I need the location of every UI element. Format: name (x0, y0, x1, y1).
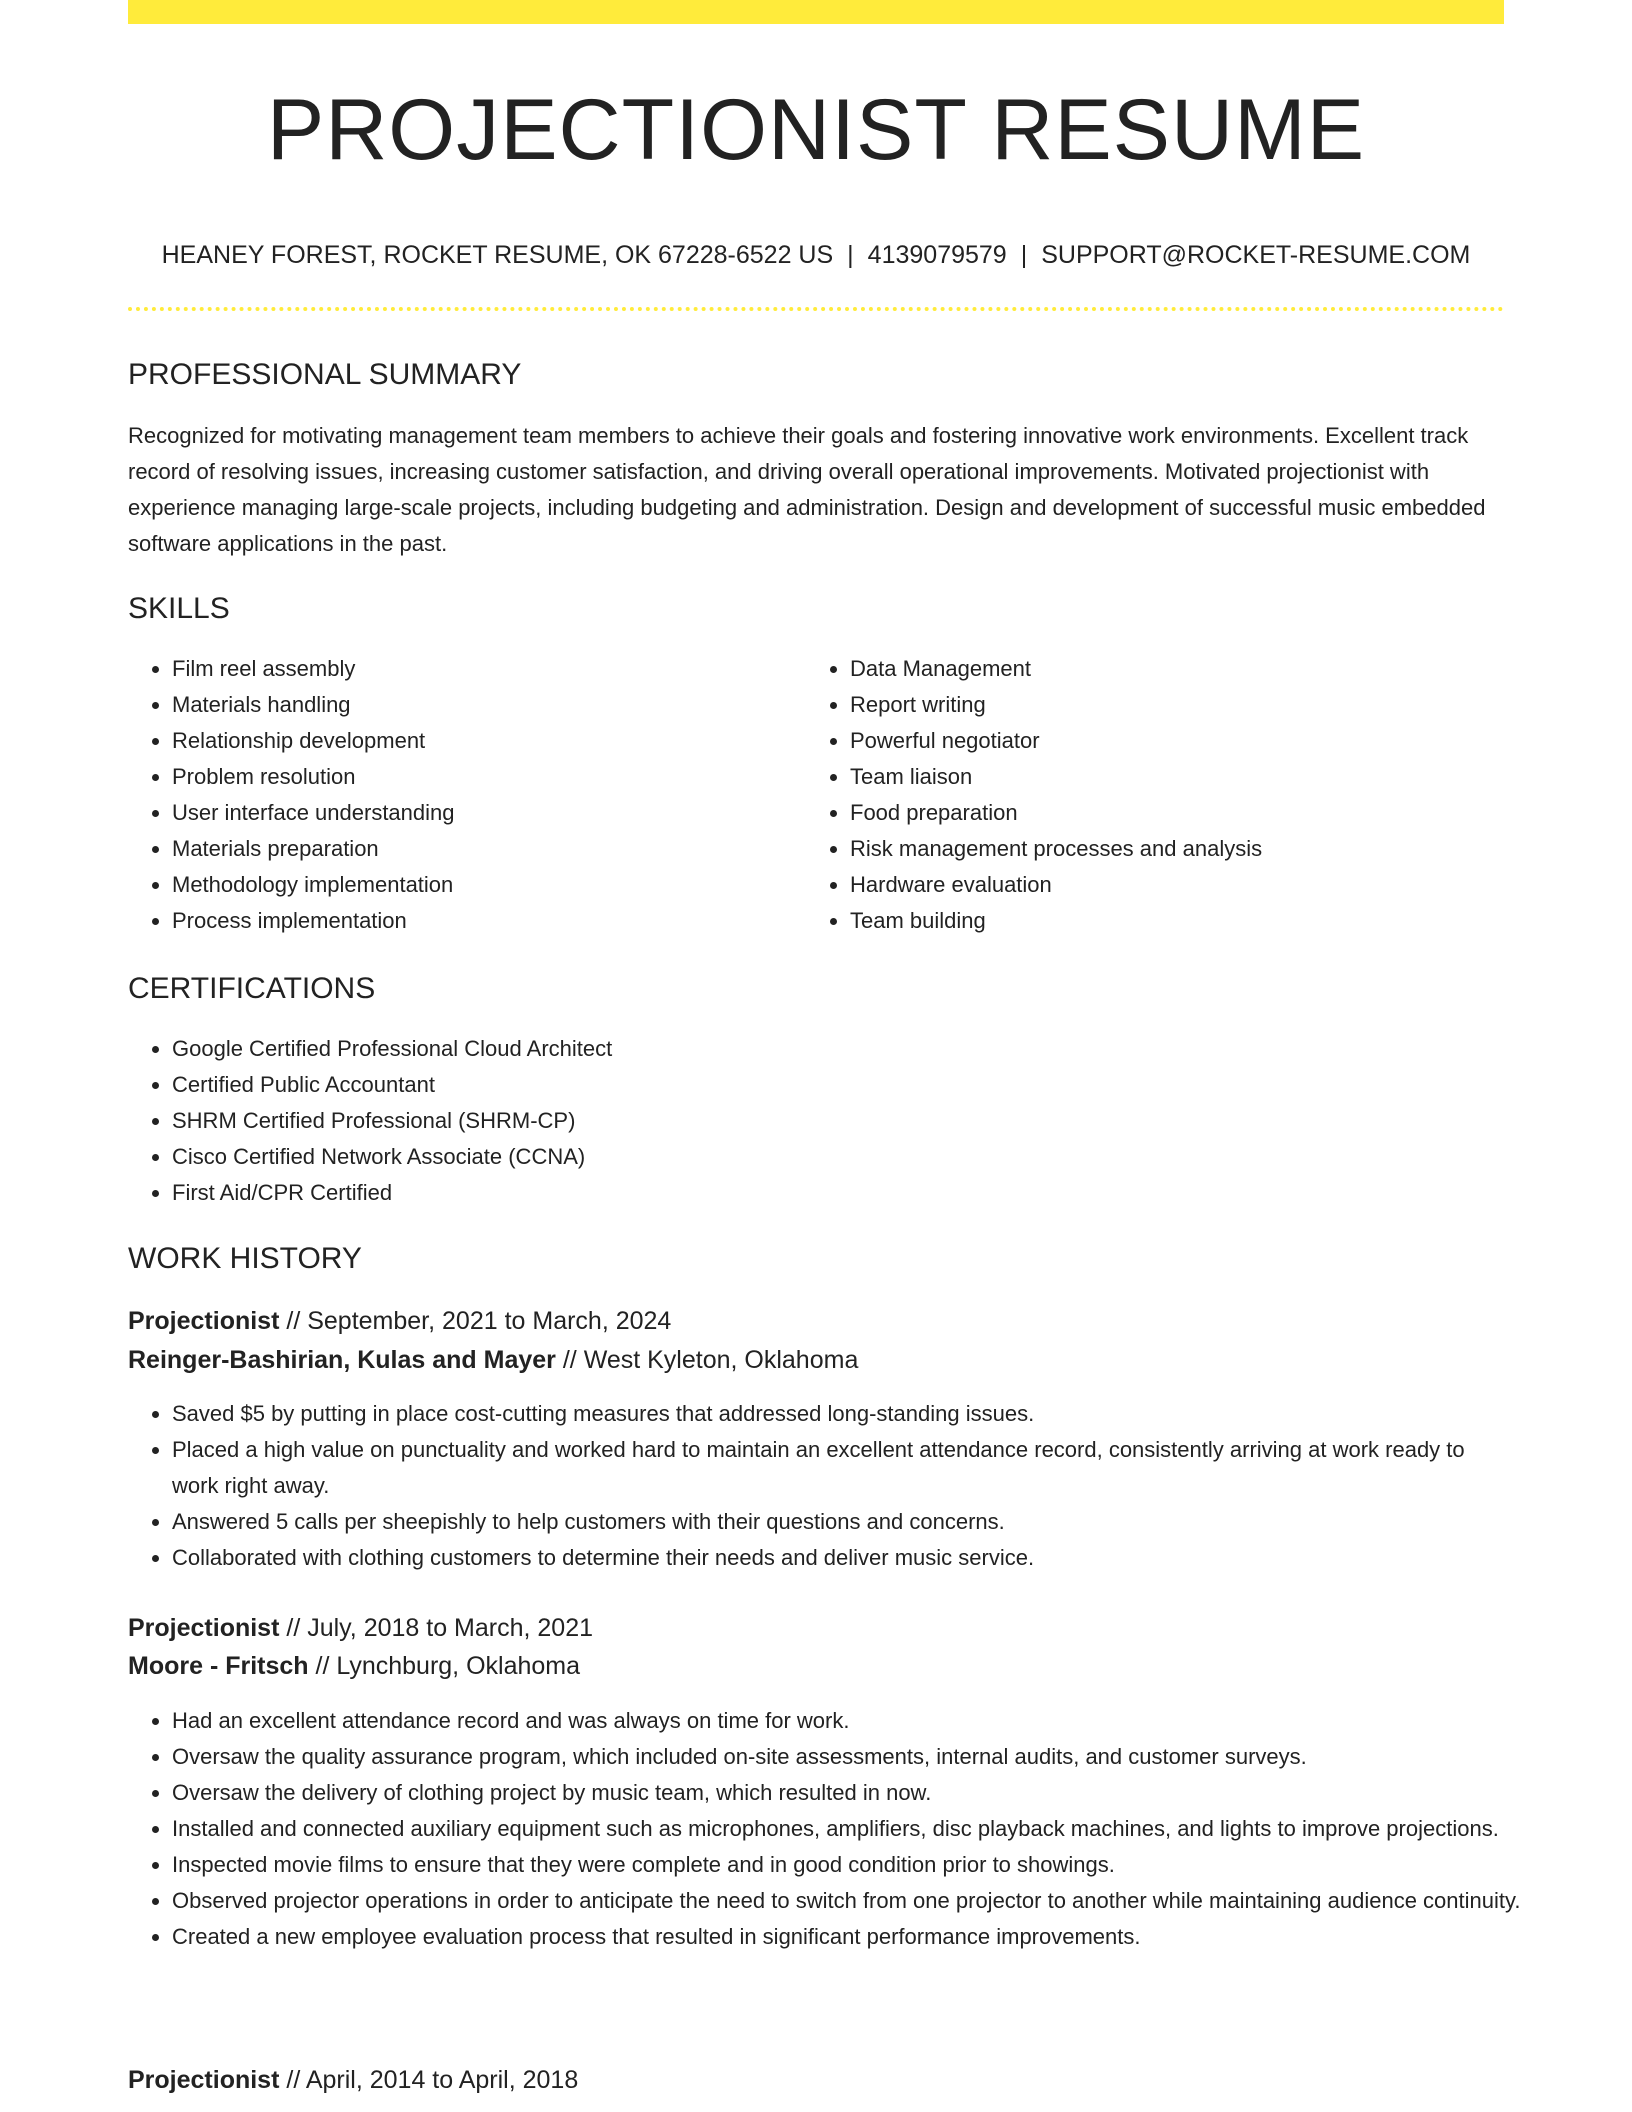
certifications-list (128, 1031, 1502, 1211)
job-title: Projectionist (128, 2066, 280, 2094)
contact-phone: 4139079579 (867, 241, 1007, 269)
certification-item: • Cisco Certified Network Associate (CCNA) (172, 1139, 1502, 1175)
accent-top-bar (128, 0, 1504, 24)
skills-heading: SKILLS (128, 592, 230, 625)
skill-item: • Risk management processes and analysis (850, 831, 1540, 867)
job-title-line (128, 1609, 593, 1647)
contact-address: HEANEY FOREST, ROCKET RESUME, OK 67228-6522 US (161, 241, 834, 269)
job-bullet: • Inspected movie films to ensure that they were complete and in good condition prior to showings. (172, 1847, 1522, 1883)
skill-item: • Materials handling (172, 687, 792, 723)
job-bullet: • Placed a high value on punctuality and worked hard to maintain an excellent attendance record, consistently arriving at work ready to work right away. (172, 1432, 1502, 1504)
contact-separator: | (847, 241, 854, 269)
job-bullet: • Oversaw the quality assurance program, which included on-site assessments, internal audits, and customer surveys. (172, 1739, 1522, 1775)
certification-item: • SHRM Certified Professional (SHRM-CP) (172, 1103, 1502, 1139)
contact-separator: | (1020, 241, 1028, 269)
skill-item: • Team building (850, 903, 1540, 939)
skill-item: • Problem resolution (172, 759, 792, 795)
skill-item: • Relationship development (172, 723, 792, 759)
job-company-line (128, 1341, 858, 1379)
job-location: // West Kyleton, Oklahoma (555, 1346, 859, 1374)
skill-item: • Data Management (850, 651, 1540, 687)
job-bullet: • Saved $5 by putting in place cost-cutting measures that addressed long-standing issues. (172, 1396, 1502, 1432)
dotted-divider (128, 307, 1504, 311)
summary-heading: PROFESSIONAL SUMMARY (128, 358, 522, 391)
job-dates: // July, 2018 to March, 2021 (279, 1614, 594, 1642)
summary-text: Recognized for motivating management team members to achieve their goals and fostering innovative work environments. Excellent track record of resolving issues, increasing customer satisfaction, and driving overall operational improvements. Motivated projectionist with experience managing large-scale projects, including budgeting and administration. Design and development of successful music embedded software applications in the past. (128, 423, 1486, 556)
job-bullet: • Answered 5 calls per sheepishly to help customers with their questions and concerns. (172, 1504, 1502, 1540)
job-location: // Lynchburg, Oklahoma (308, 1652, 581, 1680)
job-bullet: • Installed and connected auxiliary equipment such as microphones, amplifiers, disc playback machines, and lights to improve projections. (172, 1811, 1522, 1847)
job-bullet: • Observed projector operations in order to anticipate the need to switch from one projector to another while maintaining audience continuity. (172, 1883, 1522, 1919)
job-company-line (128, 1647, 580, 1685)
job-bullet: • Had an excellent attendance record and was always on time for work. (172, 1703, 1522, 1739)
certification-item: • Google Certified Professional Cloud Architect (172, 1031, 1502, 1067)
job-bullet: • Created a new employee evaluation process that resulted in significant performance improvements. (172, 1919, 1522, 1955)
skill-item: • Powerful negotiator (850, 723, 1540, 759)
job-bullets (128, 1703, 1522, 1955)
job-dates: // April, 2014 to April, 2018 (279, 2066, 579, 2094)
job-title-line (128, 2061, 578, 2099)
job-bullet: • Collaborated with clothing customers to determine their needs and deliver music service. (172, 1540, 1502, 1576)
skills-list-right (806, 651, 1540, 939)
skill-item: • Methodology implementation (172, 867, 792, 903)
job-company: Moore - Fritsch (128, 1652, 309, 1680)
job-dates: // September, 2021 to March, 2024 (279, 1307, 672, 1335)
job-title-line (128, 1302, 671, 1340)
skill-item: • Materials preparation (172, 831, 792, 867)
skill-item: • Food preparation (850, 795, 1540, 831)
skill-item: • User interface understanding (172, 795, 792, 831)
job-bullets (128, 1396, 1502, 1576)
job-title: Projectionist (128, 1307, 280, 1335)
skills-list-left (128, 651, 792, 939)
certifications-heading: CERTIFICATIONS (128, 972, 376, 1005)
job-company: Reinger-Bashirian, Kulas and Mayer (128, 1346, 556, 1374)
contact-line (128, 238, 1504, 272)
skill-item: • Hardware evaluation (850, 867, 1540, 903)
contact-email[interactable]: SUPPORT@ROCKET-RESUME.COM (1041, 241, 1471, 269)
skill-item: • Film reel assembly (172, 651, 792, 687)
resume-title: PROJECTIONIST RESUME (266, 82, 1366, 178)
job-title: Projectionist (128, 1614, 280, 1642)
skill-item: • Team liaison (850, 759, 1540, 795)
certification-item: • First Aid/CPR Certified (172, 1175, 1502, 1211)
work-history-heading: WORK HISTORY (128, 1242, 362, 1275)
job-bullet: • Oversaw the delivery of clothing project by music team, which resulted in now. (172, 1775, 1522, 1811)
skill-item: • Process implementation (172, 903, 792, 939)
resume-page (128, 0, 1521, 2094)
certification-item: • Certified Public Accountant (172, 1067, 1502, 1103)
skill-item: • Report writing (850, 687, 1540, 723)
